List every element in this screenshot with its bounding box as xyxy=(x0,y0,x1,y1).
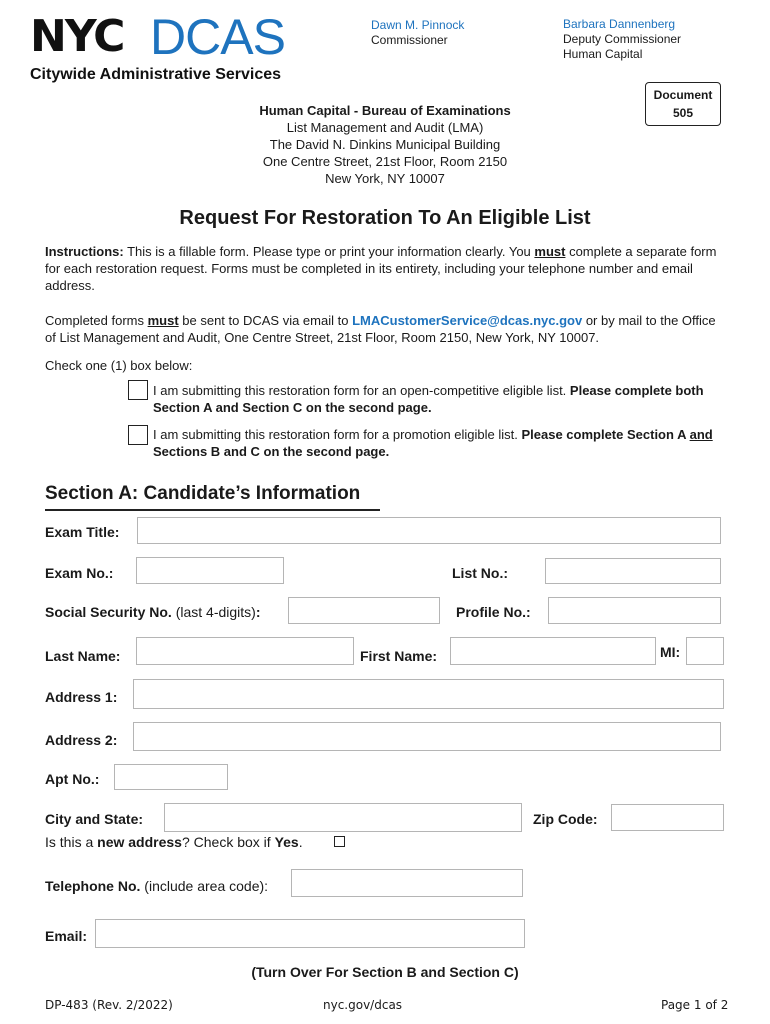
apt-no-label: Apt No.: xyxy=(45,771,100,787)
new-address-text-c: ? Check box if xyxy=(181,834,275,850)
deputy-name: Barbara Dannenberg xyxy=(563,17,676,31)
telephone-field[interactable] xyxy=(291,869,523,897)
deputy-title: Deputy Commissioner xyxy=(563,32,682,46)
exam-title-label: Exam Title: xyxy=(45,524,120,540)
document-number: 505 xyxy=(672,106,694,120)
city-state-label: City and State: xyxy=(45,811,144,827)
address-2-label: Address 2: xyxy=(45,732,118,748)
option-1-bold: Please complete both Section A and Section C on the second page. xyxy=(153,383,704,415)
email-label: Email: xyxy=(45,928,88,944)
list-no-field[interactable] xyxy=(545,558,721,584)
footer-page-number: Page 1 of 2 xyxy=(661,998,729,1012)
bureau-line-4: One Centre Street, 21st Floor, Room 2150 xyxy=(262,154,508,169)
bureau-address-block xyxy=(0,102,770,187)
option-2-bold-a: Please complete Section A xyxy=(521,427,690,442)
option-1-text: I am submitting this restoration form for an open-competitive eligible list. xyxy=(153,383,570,398)
ssn-field[interactable] xyxy=(288,597,440,624)
zip-code-field[interactable] xyxy=(611,804,724,831)
telephone-label-bold: Telephone No. xyxy=(45,878,141,894)
dcas-logo: DCAS xyxy=(150,9,285,65)
mi-field[interactable] xyxy=(686,637,724,665)
option-2-bold-b: Sections B and C on the second page. xyxy=(153,444,390,459)
exam-no-label: Exam No.: xyxy=(45,565,114,581)
submission-text-a: Completed forms xyxy=(45,313,148,328)
page-title: Request For Restoration To An Eligible List xyxy=(179,207,591,229)
option-2-text: I am submitting this restoration form for a promotion eligible list. xyxy=(153,427,522,442)
submission-email-link[interactable]: LMACustomerService@dcas.nyc.gov xyxy=(352,313,583,328)
instructions-label: Instructions: xyxy=(45,244,124,259)
ssn-label xyxy=(45,604,261,620)
commissioner-block xyxy=(371,18,464,48)
promotion-option-label xyxy=(153,426,733,460)
exam-no-field[interactable] xyxy=(136,557,284,584)
document-label: Document xyxy=(653,88,713,102)
telephone-label-normal: (include area code): xyxy=(140,878,269,894)
list-no-label: List No.: xyxy=(452,565,508,581)
last-name-label: Last Name: xyxy=(45,648,121,664)
footer-form-id: DP-483 (Rev. 2/2022) xyxy=(45,998,173,1012)
address-2-field[interactable] xyxy=(133,722,721,751)
address-1-label: Address 1: xyxy=(45,689,118,705)
instructions-text-b: complete a separate form for each restoration request. Forms must be completed in its entirety, including your telephone number and email address. xyxy=(45,244,717,293)
promotion-checkbox[interactable] xyxy=(128,425,148,445)
submission-must: must xyxy=(147,313,179,328)
ssn-label-bold: Social Security No. xyxy=(45,604,172,620)
new-address-text-a: Is this a xyxy=(45,834,98,850)
zip-code-label: Zip Code: xyxy=(533,811,598,827)
option-2-and: and xyxy=(689,427,713,442)
submission-paragraph xyxy=(45,312,730,346)
first-name-field[interactable] xyxy=(450,637,656,665)
ssn-label-normal: (last 4-digits) xyxy=(171,604,256,620)
submission-text-c: or by mail to the Office of List Management and Audit, One Centre Street, 21st Floor, Room 2150, New York, NY 10007. xyxy=(45,313,716,345)
turn-over-note: (Turn Over For Section B and Section C) xyxy=(251,964,519,980)
open-competitive-option-label xyxy=(153,382,733,416)
instructions-must: must xyxy=(534,244,566,259)
new-address-checkbox[interactable] xyxy=(334,836,345,847)
telephone-label xyxy=(45,878,268,894)
open-competitive-checkbox[interactable] xyxy=(128,380,148,400)
new-address-text-b: new address xyxy=(97,834,182,850)
profile-no-label: Profile No.: xyxy=(456,604,531,620)
first-name-label: First Name: xyxy=(360,648,438,664)
check-prompt: Check one (1) box below: xyxy=(45,358,193,373)
deputy-dept: Human Capital xyxy=(563,47,643,61)
commissioner-title: Commissioner xyxy=(371,33,448,47)
commissioner-name: Dawn M. Pinnock xyxy=(371,18,465,32)
city-state-field[interactable] xyxy=(164,803,522,832)
bureau-line-5: New York, NY 10007 xyxy=(325,171,445,186)
section-a-underline xyxy=(45,509,380,511)
bureau-line-1: Human Capital - Bureau of Examinations xyxy=(259,103,511,118)
mi-label: MI: xyxy=(660,644,681,660)
instructions-paragraph xyxy=(45,243,730,294)
apt-no-field[interactable] xyxy=(114,764,228,790)
instructions-text-a: This is a fillable form. Please type or print your information clearly. You xyxy=(123,244,535,259)
new-address-text-e: . xyxy=(298,834,303,850)
new-address-prompt xyxy=(45,834,303,850)
nyc-logo: NYC xyxy=(30,11,124,62)
exam-title-field[interactable] xyxy=(137,517,721,544)
bureau-line-3: The David N. Dinkins Municipal Building xyxy=(269,137,501,152)
address-1-field[interactable] xyxy=(133,679,724,709)
profile-no-field[interactable] xyxy=(548,597,721,624)
deputy-block xyxy=(563,17,681,62)
bureau-line-2: List Management and Audit (LMA) xyxy=(286,120,484,135)
section-a-heading: Section A: Candidate’s Information xyxy=(45,483,361,504)
last-name-field[interactable] xyxy=(136,637,354,665)
logo-subtitle: Citywide Administrative Services xyxy=(30,66,282,83)
new-address-text-d: Yes xyxy=(274,834,299,850)
footer-site: nyc.gov/dcas xyxy=(323,998,403,1012)
submission-text-b: be sent to DCAS via email to xyxy=(178,313,353,328)
email-field[interactable] xyxy=(95,919,525,948)
ssn-label-colon: : xyxy=(255,604,261,620)
